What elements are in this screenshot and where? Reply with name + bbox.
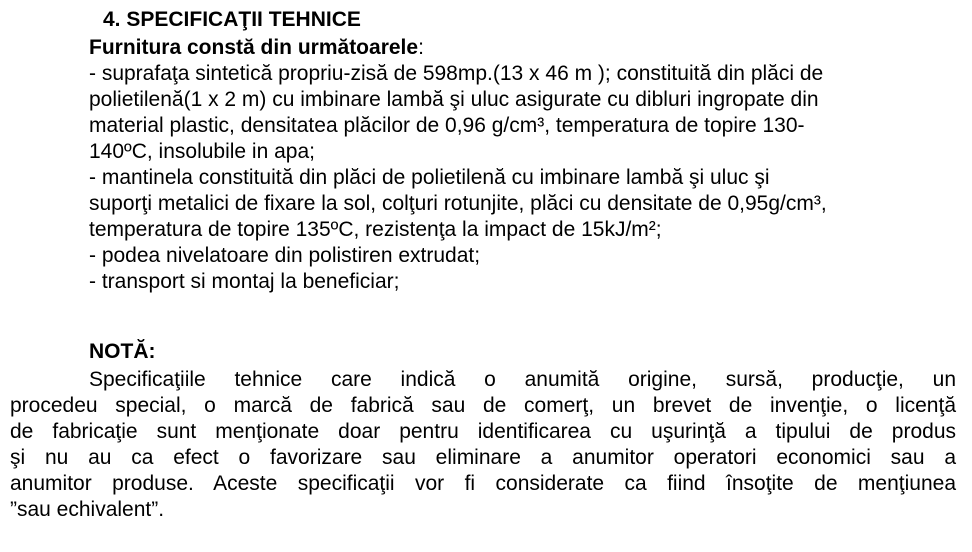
- spec-line: 140ºC, insolubile in apa;: [89, 140, 315, 163]
- note-line: de fabricaţie sunt menţionate doar pentru identificarea cu uşurinţă a tipului de produs: [10, 420, 956, 443]
- spec-line: material plastic, densitatea plăcilor de 0,96 g/cm³, temperatura de topire 130-: [89, 114, 805, 137]
- note-line: Specificaţiile tehnice care indică o anumită origine, sursă, producţie, un: [89, 368, 956, 391]
- intro-line: [89, 36, 424, 60]
- note-line: anumitor produse. Aceste specificaţii vor fi considerate ca fiind însoţite de menţiunea: [10, 472, 956, 495]
- spec-line: - suprafaţa sintetică propriu-zisă de 598mp.(13 x 46 m ); constituită din plăci de: [89, 62, 824, 85]
- intro-heading: Furnitura constă din următoarele: [89, 36, 419, 59]
- note-line: şi nu au ca efect o favorizare sau eliminare a anumitor operatori economici sau a: [10, 446, 956, 469]
- section-title: 4. SPECIFICAŢII TEHNICE: [103, 8, 361, 31]
- note-line: procedeu special, o marcă de fabrică sau de comerţ, un brevet de invenţie, o licenţă: [10, 394, 956, 417]
- spec-line: temperatura de topire 135ºC, rezistenţa la impact de 15kJ/m²;: [89, 218, 662, 241]
- note-line: ”sau echivalent”.: [10, 498, 165, 521]
- intro-colon: :: [418, 36, 424, 59]
- spec-line: - mantinela constituită din plăci de polietilenă cu imbinare lambă şi uluc şi: [89, 166, 770, 189]
- note-title: NOTĂ:: [89, 340, 156, 363]
- spec-line: - transport si montaj la beneficiar;: [89, 270, 400, 293]
- spec-line: polietilenă(1 x 2 m) cu imbinare lambă şi uluc asigurate cu dibluri ingropate din: [89, 88, 819, 111]
- spec-line: - podea nivelatoare din polistiren extrudat;: [89, 244, 481, 267]
- spec-line: suporţi metalici de fixare la sol, colţuri rotunjite, plăci cu densitate de 0,95g/cm³,: [89, 192, 827, 215]
